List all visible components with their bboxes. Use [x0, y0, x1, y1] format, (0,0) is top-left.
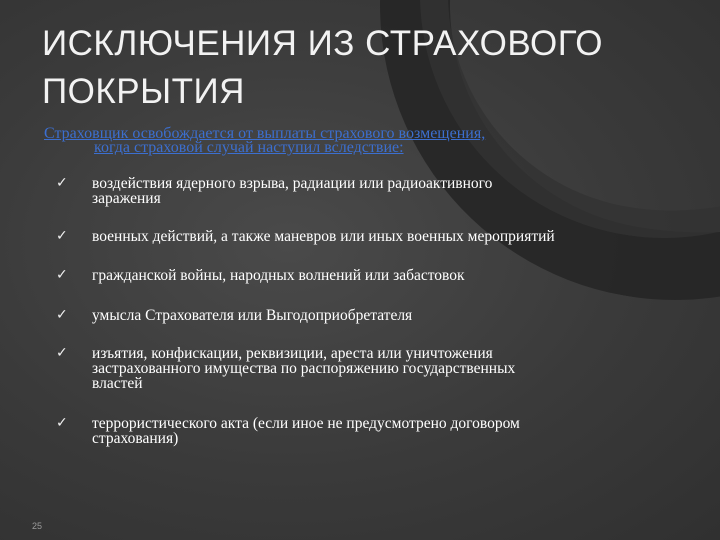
list-item: [56, 308, 676, 323]
checkmark-icon: ✓: [56, 415, 68, 431]
list-item-text: [92, 346, 676, 391]
list-item-line: застрахованного имущества по распоряжению государственных: [92, 360, 516, 377]
list-item-line: воздействия ядерного взрыва, радиации или радиоактивного: [92, 175, 493, 192]
list-item-line: гражданской войны, народных волнений или забастовок: [92, 267, 465, 284]
list-item-text: [92, 308, 676, 323]
list-item-text: [92, 268, 676, 283]
slide-title: [42, 20, 682, 116]
intro-text: [44, 127, 664, 155]
checkmark-icon: ✓: [56, 175, 68, 191]
checkmark-icon: ✓: [56, 228, 68, 244]
list-item-line: заражения: [92, 190, 161, 207]
intro-line-1: Страховщик освобождается от выплаты страхового возмещения,: [44, 125, 486, 142]
page-number: 25: [32, 521, 43, 531]
list-item-text: [92, 176, 676, 206]
list-item-line: изъятия, конфискации, реквизиции, ареста или уничтожения: [92, 345, 493, 362]
list-item: [56, 416, 676, 446]
checkmark-icon: ✓: [56, 267, 68, 283]
title-line-1: ИСКЛЮЧЕНИЯ ИЗ СТРАХОВОГО: [42, 24, 603, 63]
checkmark-icon: ✓: [56, 345, 68, 361]
list-item: [56, 229, 676, 244]
list-item-line: властей: [92, 375, 143, 392]
list-item: [56, 176, 676, 206]
list-item-text: [92, 416, 676, 446]
list-item-line: страхования): [92, 430, 179, 447]
list-item: [56, 346, 676, 391]
intro-line-2: когда страховой случай наступил вследствие:: [94, 139, 404, 156]
list-item-line: террористического акта (если иное не предусмотрено договором: [92, 415, 520, 432]
list-item-line: умысла Страхователя или Выгодоприобретателя: [92, 307, 413, 324]
list-item-text: [92, 229, 676, 244]
title-line-2: ПОКРЫТИЯ: [42, 72, 245, 111]
list-item: [56, 268, 676, 283]
list-item-line: военных действий, а также маневров или иных военных мероприятий: [92, 228, 555, 245]
checkmark-icon: ✓: [56, 307, 68, 323]
